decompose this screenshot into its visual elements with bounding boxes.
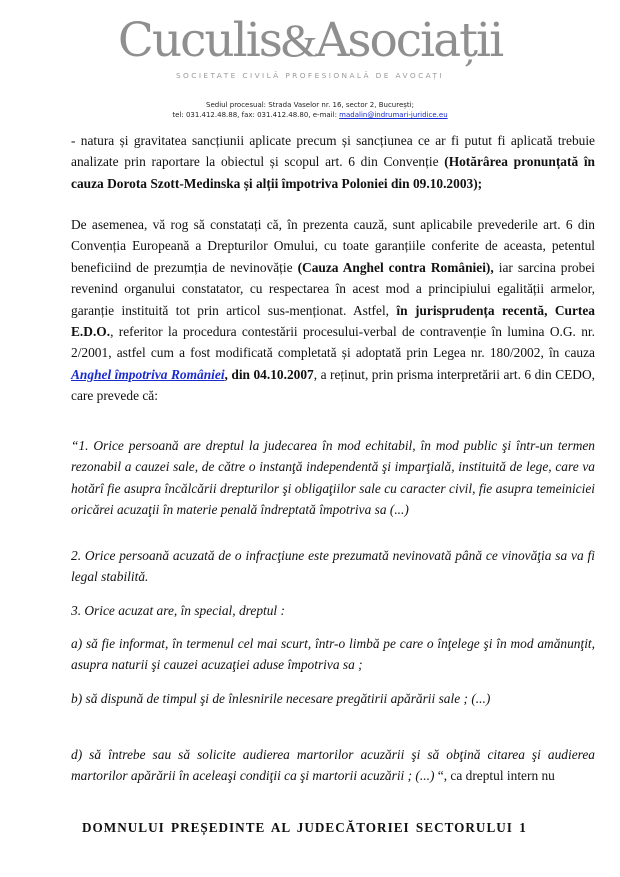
paragraph-text: De asemenea, vă rog să constatați că, în prezenta cauză, sunt aplicabile prevederile art. 6 din Convenția Europeană a Drepturilor Omului, cu toate garanțiile conferite de aceasta, petentul beneficiind de prezumția de nevinovăție	[71, 217, 595, 275]
quote-article-6-2: 2. Orice persoană acuzată de o infracţiune este prezumată nevinovată până ce vinovăţia sa va fi legal stabilită.	[71, 548, 595, 585]
address-line: Sediul procesual: Strada Vaselor nr. 16, sector 2, București;	[206, 101, 414, 109]
quote-article-6-3a: a) să fie informat, în termenul cel mai scurt, într-o limbă pe care o înţelege şi în mod amănunţit, asupra naturii şi cauzei acuzaţiei aduse împotriva sa ;	[71, 636, 595, 673]
contact-phone-fax: tel: 031.412.48.88, fax: 031.412.48.80, e-mail:	[172, 111, 340, 119]
quote-article-6-1: “1. Orice persoană are dreptul la judecarea în mod echitabil, în mod public şi într-un termen rezonabil a cauzei sale, de către o instanţă independentă şi imparţială, instituită de lege, care va hotărî fie asupra încălcării drepturilor şi obligaţiilor sale cu caracter civil, fie asupra temeiniciei oricărei acuzaţii în materie penală îndreptată împotriva sa (...)	[71, 438, 595, 518]
quote-article-6-3: 3. Orice acuzat are, în special, dreptul :	[71, 603, 285, 618]
quote-article-6-3d	[71, 744, 595, 787]
quote-article-6-3b: b) să dispună de timpul şi de înlesnirile necesare pregătirii apărării sale ; (...)	[71, 691, 491, 706]
contact-line	[0, 110, 620, 120]
paragraph-text: , a reținut, prin prisma interpretării art. 6 din CEDO, care prevede că:	[71, 366, 595, 404]
logo-ampersand: &	[280, 15, 316, 67]
logo-main-text: Cuculis	[117, 13, 281, 68]
jurisprudence-highlight: în jurisprudența recentă, Curtea E.D.O.	[71, 302, 596, 340]
logo-second-text: Asociații	[315, 13, 503, 68]
paragraph-text: iar sarcina probei revenind organului constatator, cu respectarea în acest mod a principiului egalității armelor, garanție instituită tot prin articol sus-menționat. Astfel,	[71, 259, 595, 318]
paragraph-text: , referitor la procedura contestării procesului-verbal de contravenție în lumina O.G. nr. 2/2001, astfel cum a fost modificată completată și adoptată prin Legea nr. 180/2002, în cauza	[71, 324, 595, 361]
paragraph-presumption-innocence	[71, 214, 595, 407]
case-citation-szott-medinska: (Hotărârea pronunțată în cauza Dorota Szott-Medinska și alții împotriva Poloniei din 09.10.2003);	[71, 154, 596, 191]
firm-tagline: SOCIETATE CIVILĂ PROFESIONALĂ DE AVOCAȚI	[175, 71, 445, 80]
firm-address	[0, 100, 620, 120]
firm-logo	[0, 13, 620, 68]
paragraph-sanction-nature	[71, 130, 595, 194]
paragraph-text: “, ca dreptul intern nu	[437, 768, 555, 784]
anghel-case-link[interactable]: Anghel împotriva României	[71, 366, 225, 382]
case-citation-anghel: (Cauza Anghel contra României),	[297, 259, 494, 275]
page-footer-addressee: DOMNULUI PREȘEDINTE AL JUDECĂTORIEI SECTORULUI 1	[82, 820, 527, 835]
case-date: , din 04.10.2007	[224, 366, 314, 382]
paragraph-text: - natura și gravitatea sancțiunii aplicate precum și sancțiunea ce ar fi putut fi aplicată trebuie analizate prin raportare la obiectul și scopul art. 6 din Convenție	[71, 133, 595, 170]
quote-text: d) să întrebe sau să solicite audierea martorilor acuzării şi să obţină citarea şi audierea martorilor apărării în aceleaşi condiţii ca şi martorii acuzării ; (...)	[71, 747, 595, 784]
email-link[interactable]: madalin@indrumari-juridice.eu	[339, 111, 448, 119]
